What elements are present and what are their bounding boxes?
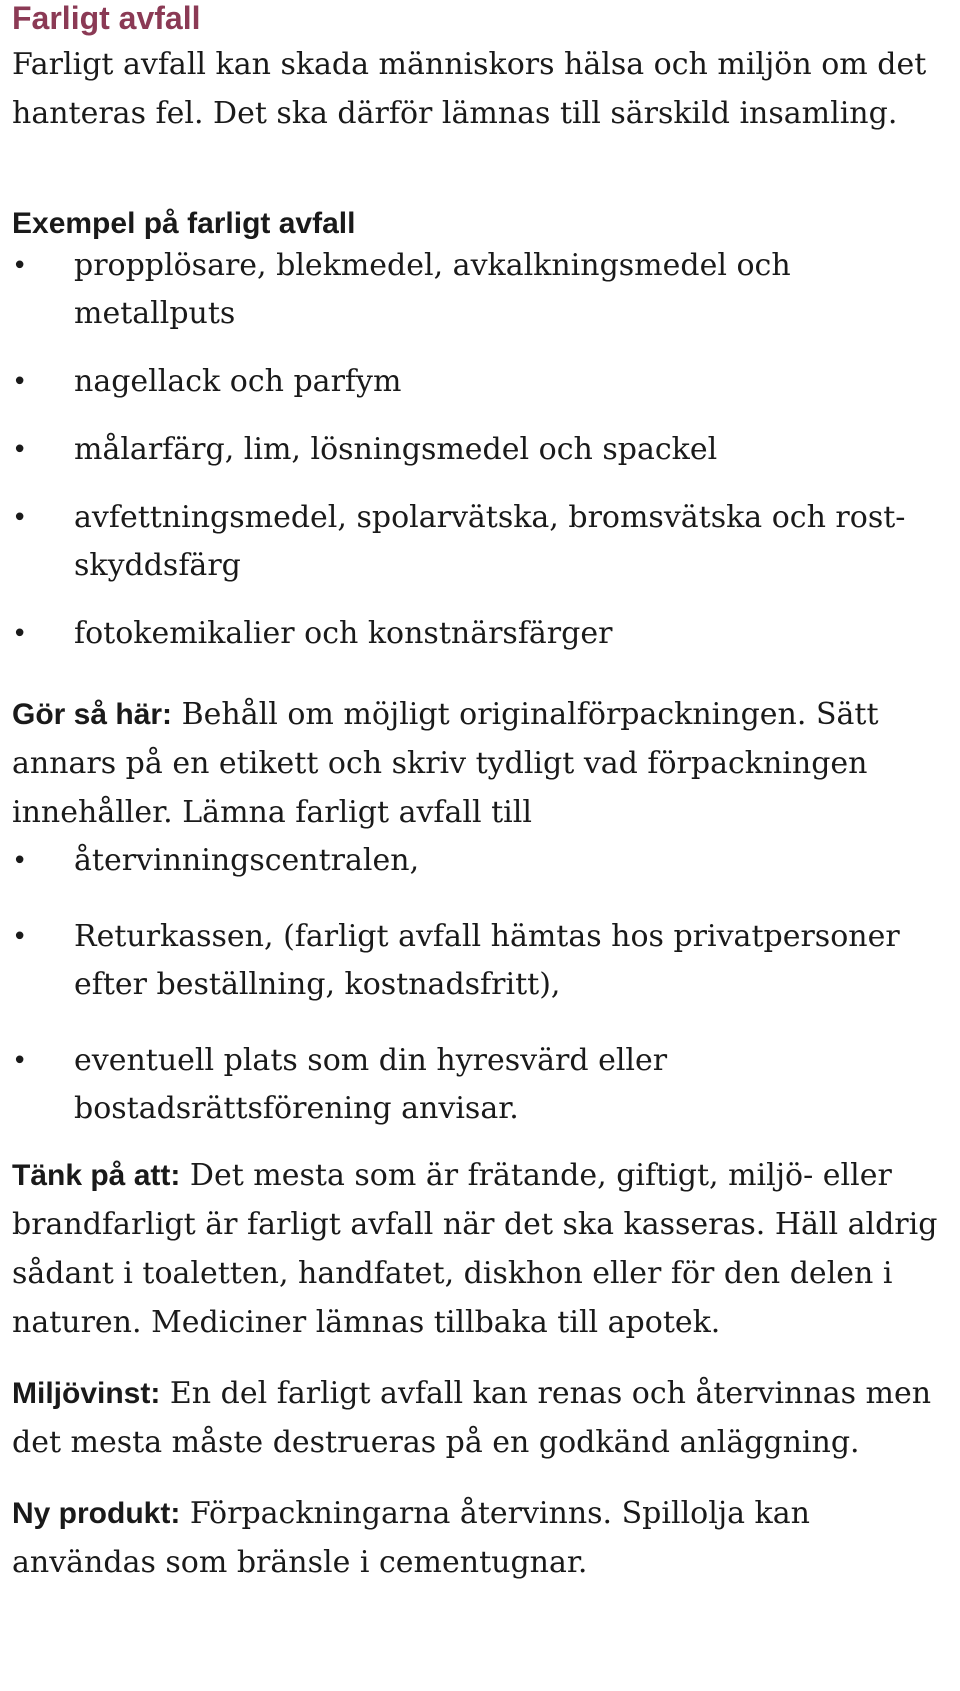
note-text: Det mesta som är frätande, giftigt, miljö- eller brandfarligt är farligt avfall när det ska kasseras. Häll aldrig sådant i toaletten, handfatet, diskhon eller för den delen i naturen. Mediciner lämnas tillbaka till apotek. bbox=[12, 1158, 938, 1340]
list-item-text: nagellack och parfym bbox=[74, 364, 402, 399]
environmental-gain-text: En del farligt avfall kan renas och återvinnas men det mesta måste destrueras på en godkänd anläggning. bbox=[12, 1376, 932, 1460]
examples-list bbox=[12, 242, 952, 658]
note-paragraph bbox=[12, 1151, 952, 1347]
new-product-text: Förpackningarna återvinns. Spillolja kan användas som bränsle i cementugnar. bbox=[12, 1496, 810, 1580]
page-title: Farligt avfall bbox=[12, 0, 201, 36]
new-product-paragraph bbox=[12, 1489, 952, 1587]
examples-heading: Exempel på farligt avfall bbox=[12, 207, 356, 240]
instructions-text: Behåll om möjligt originalförpackningen. Sätt annars på en etikett och skriv tydligt vad förpackningen innehåller. Lämna farligt avfall till bbox=[12, 697, 879, 830]
list-item bbox=[12, 358, 952, 406]
bullet-icon: • bbox=[12, 251, 28, 281]
list-item bbox=[12, 1037, 952, 1133]
list-item bbox=[12, 913, 952, 1009]
document-page bbox=[12, 0, 952, 1587]
list-item bbox=[12, 837, 952, 885]
list-item bbox=[12, 426, 952, 474]
list-item-text: målarfärg, lim, lösningsmedel och spackel bbox=[74, 432, 718, 467]
new-product-label: Ny produkt: bbox=[12, 1497, 181, 1530]
list-item bbox=[12, 610, 952, 658]
bullet-icon: • bbox=[12, 435, 28, 465]
list-item-text: eventuell plats som din hyresvärd eller bostadsrättsförening anvisar. bbox=[74, 1043, 668, 1126]
bullet-icon: • bbox=[12, 619, 28, 649]
bullet-icon: • bbox=[12, 367, 28, 397]
list-item-text: Returkassen, (farligt avfall hämtas hos privatpersoner efter beställning, kostnadsfritt), bbox=[74, 919, 900, 1002]
bullet-icon: • bbox=[12, 922, 28, 952]
list-item-text: återvinningscentralen, bbox=[74, 843, 420, 878]
list-item-text: avfettningsmedel, spolarvätska, bromsvätska och rostskyddsfärg bbox=[74, 500, 906, 583]
bullet-icon: • bbox=[12, 846, 28, 876]
bullet-icon: • bbox=[12, 503, 28, 533]
list-item-text: propplösare, blekmedel, avkalkningsmedel och metallputs bbox=[74, 248, 791, 331]
environmental-gain-paragraph bbox=[12, 1369, 952, 1467]
note-label: Tänk på att: bbox=[12, 1159, 181, 1192]
instructions-paragraph bbox=[12, 690, 952, 837]
list-item bbox=[12, 494, 952, 590]
environmental-gain-label: Miljövinst: bbox=[12, 1377, 161, 1410]
instructions-label: Gör så här: bbox=[12, 698, 173, 731]
bullet-icon: • bbox=[12, 1046, 28, 1076]
list-item-text: fotokemikalier och konstnärsfärger bbox=[74, 616, 613, 651]
list-item bbox=[12, 242, 952, 338]
intro-paragraph: Farligt avfall kan skada människors hälsa och miljön om det hanteras fel. Det ska därför lämnas till särskild insamling. bbox=[12, 47, 927, 131]
drop-off-list bbox=[12, 837, 952, 1133]
